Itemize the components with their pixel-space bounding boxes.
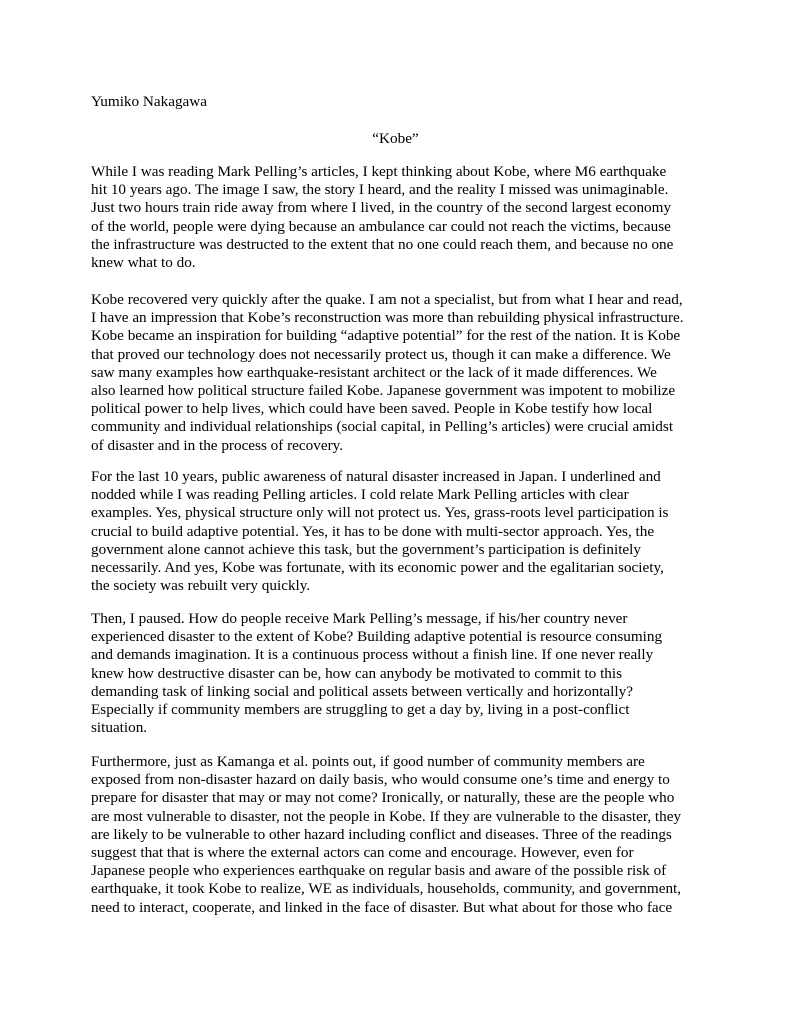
text-line: suggest that that is where the external actors can come and encourage. However, even for: [91, 843, 634, 861]
text-line: the infrastructure was destructed to the extent that no one could reach them, and because no one: [91, 235, 674, 253]
text-line: I have an impression that Kobe’s reconstruction was more than rebuilding physical infrastructure.: [91, 309, 684, 327]
text-line: prepare for disaster that may or may not come? Ironically, or naturally, these are the people who: [91, 789, 675, 807]
text-line: Kobe became an inspiration for building “adaptive potential” for the rest of the nation. It is Kobe: [91, 327, 681, 345]
text-line: political power to help lives, which could have been saved. People in Kobe testify how local: [91, 400, 653, 418]
text-line: are likely to be vulnerable to other hazard including conflict and diseases. Three of the readings: [91, 825, 672, 843]
text-line: exposed from non-disaster hazard on daily basis, who would consume one’s time and energy to: [91, 771, 670, 789]
text-line: For the last 10 years, public awareness of natural disaster increased in Japan. I underlined and: [91, 468, 661, 485]
text-line: nodded while I was reading Pelling articles. I cold relate Mark Pelling articles with clear: [91, 486, 629, 504]
text-line: need to interact, cooperate, and linked in the face of disaster. But what about for those who face: [91, 898, 673, 916]
text-line: necessarily. And yes, Kobe was fortunate, with its economic power and the egalitarian society,: [91, 558, 664, 576]
paragraph-2: [91, 291, 731, 455]
text-line: the society was rebuilt very quickly.: [91, 577, 311, 595]
text-line: are most vulnerable to disaster, not the people in Kobe. If they are vulnerable to the disaster, they: [91, 807, 682, 825]
text-line: and demands imagination. It is a continuous process without a finish line. If one never really: [91, 646, 654, 664]
text-line: Furthermore, just as Kamanga et al. points out, if good number of community members are: [91, 753, 645, 770]
author-name: Yumiko Nakagawa: [91, 93, 207, 110]
text-line: Then, I paused. How do people receive Mark Pelling’s message, if his/her country never: [91, 610, 628, 627]
paragraph-5: [91, 753, 731, 917]
text-line: examples. Yes, physical structure only will not protect us. Yes, grass-roots level participation is: [91, 504, 669, 522]
text-line: Just two hours train ride away from where I lived, in the country of the second largest economy: [91, 199, 672, 217]
text-line: community and individual relationships (social capital, in Pelling’s articles) were crucial amidst: [91, 418, 674, 436]
text-line: Kobe recovered very quickly after the quake. I am not a specialist, but from what I hear and read,: [91, 291, 683, 308]
text-line: government alone cannot achieve this task, but the government’s participation is definitely: [91, 540, 641, 558]
text-line: earthquake, it took Kobe to realize, WE as individuals, households, community, and government,: [91, 880, 682, 898]
text-line: experienced disaster to the extent of Kobe? Building adaptive potential is resource consuming: [91, 628, 663, 646]
text-line: knew what to do.: [91, 253, 196, 271]
text-line: of the world, people were dying because an ambulance car could not reach the victims, because: [91, 217, 671, 235]
text-line: knew how destructive disaster can be, how can anybody be motivated to commit to this: [91, 664, 623, 682]
text-line: While I was reading Mark Pelling’s articles, I kept thinking about Kobe, where M6 earthquake: [91, 163, 667, 180]
paragraph-4: [91, 610, 731, 737]
text-line: Especially if community members are struggling to get a day by, living in a post-conflict: [91, 700, 630, 718]
paragraph-3: [91, 468, 731, 595]
text-line: that proved our technology does not necessarily protect us, though it can make a difference. We: [91, 345, 671, 363]
text-line: saw many examples how earthquake-resistant architect or the lack of it made differences. We: [91, 363, 657, 381]
text-line: demanding task of linking social and political assets between vertically and horizontally?: [91, 682, 633, 700]
paragraph-1: [91, 163, 731, 272]
text-line: hit 10 years ago. The image I saw, the story I heard, and the reality I missed was unimaginable.: [91, 181, 669, 199]
text-line: situation.: [91, 719, 148, 737]
text-line: also learned how political structure failed Kobe. Japanese government was impotent to mobilize: [91, 381, 676, 399]
text-line: crucial to build adaptive potential. Yes, it has to be done with multi-sector approach. Yes, the: [91, 522, 655, 540]
text-line: of disaster and in the process of recovery.: [91, 436, 344, 454]
document-title: “Kobe”: [372, 130, 419, 147]
text-line: Japanese people who experiences earthquake on regular basis and aware of the possible risk of: [91, 862, 667, 880]
